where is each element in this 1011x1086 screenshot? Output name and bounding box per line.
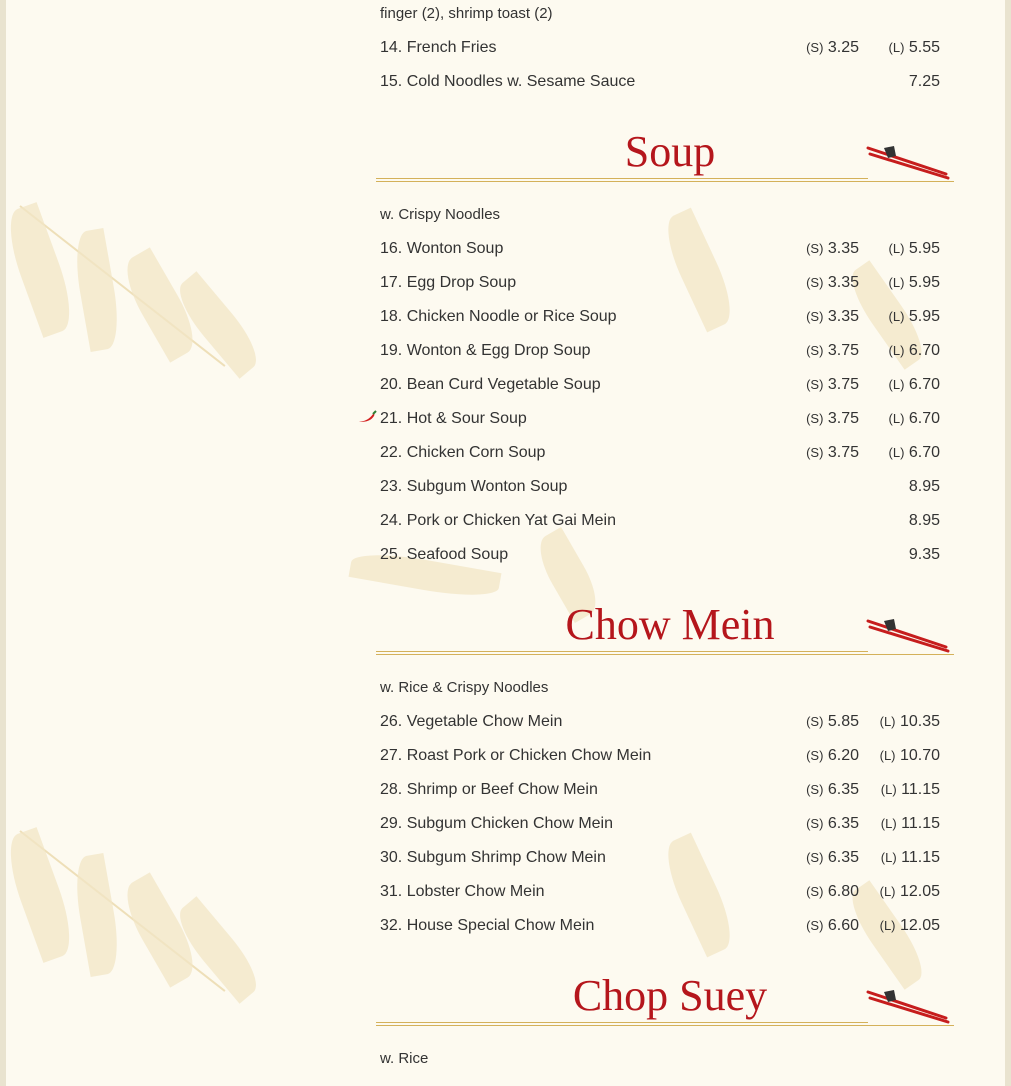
large-price: (L) 6.70 bbox=[888, 444, 940, 461]
item-name: 29. Subgum Chicken Chow Mein bbox=[380, 815, 614, 832]
large-price: (L) 6.70 bbox=[888, 376, 940, 393]
size-label: (S) bbox=[806, 748, 824, 763]
appetizer-description: finger (2), shrimp toast (2) bbox=[380, 5, 553, 22]
item-name: 17. Egg Drop Soup bbox=[380, 274, 517, 291]
size-label: (S) bbox=[806, 782, 824, 797]
item-name: 30. Subgum Shrimp Chow Mein bbox=[380, 849, 606, 866]
size-label: (L) bbox=[888, 377, 905, 392]
small-price: (S) 5.85 bbox=[806, 713, 859, 730]
menu-item bbox=[380, 710, 945, 734]
chopsticks-icon bbox=[866, 988, 950, 1024]
size-label: (S) bbox=[806, 714, 824, 729]
large-price: (L) 6.70 bbox=[888, 410, 940, 427]
large-price: 7.25 bbox=[908, 73, 940, 90]
menu-item bbox=[380, 271, 945, 295]
menu-item bbox=[380, 509, 945, 533]
size-label: (S) bbox=[806, 377, 824, 392]
small-price: (S) 3.75 bbox=[806, 376, 859, 393]
small-price: (S) 3.35 bbox=[806, 308, 859, 325]
menu-item bbox=[380, 846, 945, 870]
size-label: (S) bbox=[806, 309, 824, 324]
large-price: 9.35 bbox=[908, 546, 940, 563]
size-label: (L) bbox=[888, 40, 905, 55]
size-label: (L) bbox=[879, 918, 896, 933]
size-label: (L) bbox=[879, 884, 896, 899]
small-price: (S) 3.35 bbox=[806, 240, 859, 257]
chopsticks-icon bbox=[866, 617, 950, 653]
menu-item bbox=[380, 339, 945, 363]
section-title-chop-suey: Chop Suey bbox=[572, 971, 768, 1020]
menu-item bbox=[380, 914, 945, 938]
menu-item bbox=[380, 373, 945, 397]
section-divider bbox=[376, 178, 868, 179]
item-name: 15. Cold Noodles w. Sesame Sauce bbox=[380, 73, 636, 90]
large-price: (L) 11.15 bbox=[880, 781, 940, 798]
size-label: (S) bbox=[806, 816, 824, 831]
size-label: (S) bbox=[806, 241, 824, 256]
item-name: 14. French Fries bbox=[380, 39, 497, 56]
section-note: w. Rice & Crispy Noodles bbox=[380, 679, 549, 696]
item-name: 21. Hot & Sour Soup bbox=[380, 410, 527, 427]
section-divider bbox=[376, 651, 868, 652]
large-price: (L) 12.05 bbox=[879, 917, 940, 934]
menu-item bbox=[380, 744, 945, 768]
size-label: (S) bbox=[806, 884, 824, 899]
item-name: 23. Subgum Wonton Soup bbox=[380, 478, 568, 495]
large-price: (L) 5.95 bbox=[888, 308, 940, 325]
size-label: (L) bbox=[888, 309, 905, 324]
size-label: (L) bbox=[888, 343, 905, 358]
menu-item bbox=[380, 543, 945, 567]
size-label: (S) bbox=[806, 850, 824, 865]
section-title-chow-mein: Chow Mein bbox=[565, 600, 775, 649]
menu-item bbox=[380, 305, 945, 329]
size-label: (L) bbox=[888, 411, 905, 426]
size-label: (L) bbox=[879, 714, 896, 729]
small-price: (S) 3.35 bbox=[806, 274, 859, 291]
menu-item bbox=[380, 36, 945, 60]
section-divider bbox=[376, 1022, 868, 1023]
chili-pepper-icon bbox=[357, 410, 377, 424]
size-label: (L) bbox=[888, 241, 905, 256]
item-name: 20. Bean Curd Vegetable Soup bbox=[380, 376, 601, 393]
section-divider bbox=[376, 181, 954, 182]
large-price: (L) 12.05 bbox=[879, 883, 940, 900]
item-name: 26. Vegetable Chow Mein bbox=[380, 713, 563, 730]
size-label: (L) bbox=[880, 816, 897, 831]
item-name: 27. Roast Pork or Chicken Chow Mein bbox=[380, 747, 652, 764]
size-label: (S) bbox=[806, 40, 824, 55]
size-label: (L) bbox=[880, 850, 897, 865]
large-price: (L) 5.55 bbox=[888, 39, 940, 56]
large-price: (L) 5.95 bbox=[888, 274, 940, 291]
large-price: (L) 10.70 bbox=[879, 747, 940, 764]
size-label: (S) bbox=[806, 275, 824, 290]
section-note: w. Crispy Noodles bbox=[380, 206, 501, 223]
menu-item bbox=[380, 441, 945, 465]
large-price: (L) 5.95 bbox=[888, 240, 940, 257]
item-name: 18. Chicken Noodle or Rice Soup bbox=[380, 308, 617, 325]
small-price: (S) 3.75 bbox=[806, 342, 859, 359]
large-price: (L) 11.15 bbox=[880, 849, 940, 866]
size-label: (S) bbox=[806, 918, 824, 933]
menu-item bbox=[380, 475, 945, 499]
menu-item bbox=[380, 880, 945, 904]
menu-item bbox=[380, 237, 945, 261]
section-title-soup: Soup bbox=[624, 127, 716, 176]
section-note: w. Rice bbox=[380, 1050, 429, 1067]
item-name: 22. Chicken Corn Soup bbox=[380, 444, 546, 461]
small-price: (S) 6.20 bbox=[806, 747, 859, 764]
large-price: (L) 11.15 bbox=[880, 815, 940, 832]
item-name: 32. House Special Chow Mein bbox=[380, 917, 595, 934]
section-divider bbox=[376, 1025, 954, 1026]
size-label: (L) bbox=[880, 782, 897, 797]
small-price: (S) 3.75 bbox=[806, 444, 859, 461]
item-name: 16. Wonton Soup bbox=[380, 240, 504, 257]
small-price: (S) 3.25 bbox=[806, 39, 859, 56]
large-price: 8.95 bbox=[908, 478, 940, 495]
size-label: (L) bbox=[888, 275, 905, 290]
item-name: 31. Lobster Chow Mein bbox=[380, 883, 545, 900]
small-price: (S) 6.60 bbox=[806, 917, 859, 934]
item-name: 28. Shrimp or Beef Chow Mein bbox=[380, 781, 598, 798]
chopsticks-icon bbox=[866, 144, 950, 180]
item-name: 24. Pork or Chicken Yat Gai Mein bbox=[380, 512, 616, 529]
size-label: (S) bbox=[806, 343, 824, 358]
small-price: (S) 6.80 bbox=[806, 883, 859, 900]
size-label: (L) bbox=[879, 748, 896, 763]
size-label: (S) bbox=[806, 411, 824, 426]
small-price: (S) 3.75 bbox=[806, 410, 859, 427]
size-label: (S) bbox=[806, 445, 824, 460]
menu-item bbox=[380, 812, 945, 836]
small-price: (S) 6.35 bbox=[806, 781, 859, 798]
small-price: (S) 6.35 bbox=[806, 815, 859, 832]
small-price: (S) 6.35 bbox=[806, 849, 859, 866]
size-label: (L) bbox=[888, 445, 905, 460]
menu-item bbox=[380, 778, 945, 802]
section-divider bbox=[376, 654, 954, 655]
large-price: (L) 10.35 bbox=[879, 713, 940, 730]
large-price: (L) 6.70 bbox=[888, 342, 940, 359]
item-name: 19. Wonton & Egg Drop Soup bbox=[380, 342, 591, 359]
item-name: 25. Seafood Soup bbox=[380, 546, 509, 563]
menu-item bbox=[380, 70, 945, 94]
large-price: 8.95 bbox=[908, 512, 940, 529]
menu-item bbox=[380, 407, 945, 431]
